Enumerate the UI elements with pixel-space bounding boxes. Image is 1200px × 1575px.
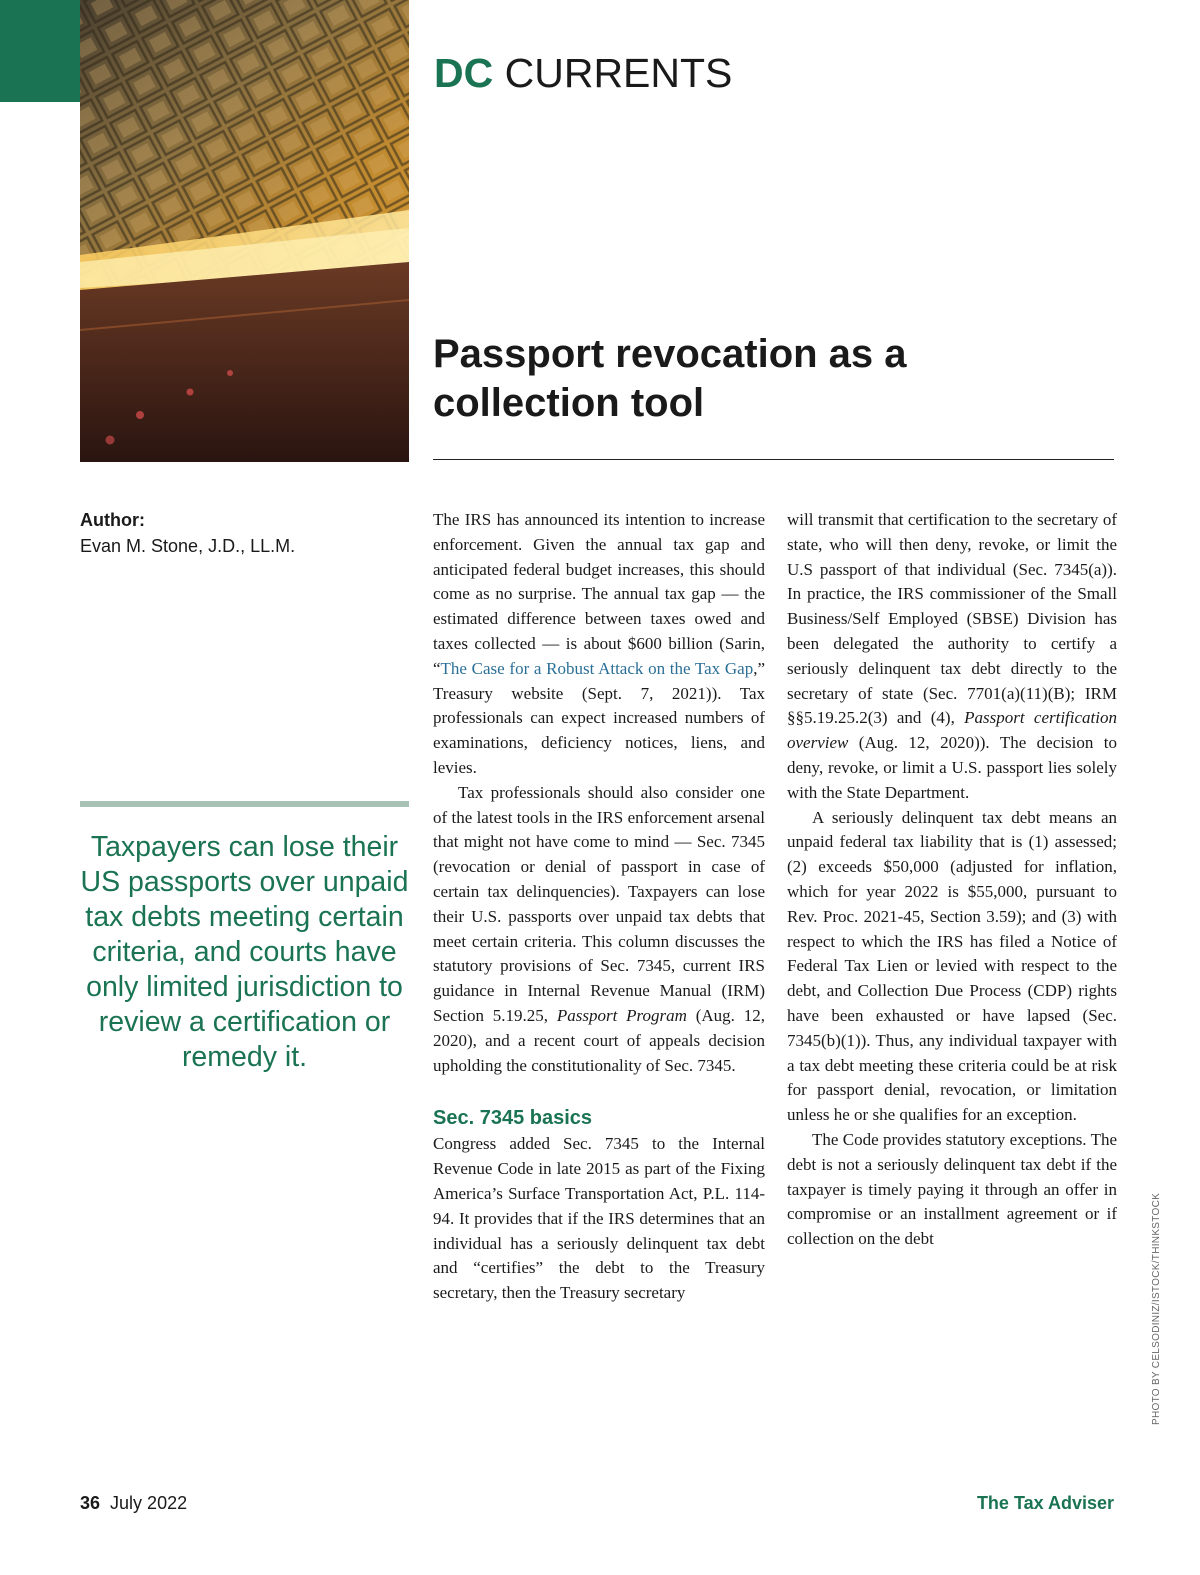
article-headline: Passport revocation as a collection tool (433, 332, 907, 425)
section-color-tab (0, 0, 80, 102)
body-paragraph: Congress added Sec. 7345 to the Internal Revenue Code in late 2015 as part of the Fixing America’s Surface Transportation Act, P.L. 114-94. It provides that if the IRS determines that an individual has a seriously delinquent tax debt and “certifies” the debt to the Treasury secretary, then the Treasury secretary (433, 1134, 765, 1303)
pull-quote-rule (80, 801, 409, 807)
body-text: (Aug. 12, 2020), and a recent court of appeals decision upholding the constitutionality of Sec. 7345. (433, 1005, 765, 1075)
metro-station-photo (80, 0, 409, 462)
subhead: Sec. 7345 basics (433, 1107, 593, 1130)
body-text: will transmit that certification to the secretary of state, who will then deny, revoke, or limit the U.S passport of that individual (Sec. 7345(a)). In practice, the IRS commissioner of the Small Business/Self Employed (SBSE) Division has been delegated the authority to certify a seriously delinquent tax debt directly to the secretary of state (Sec. 7701(a)(11)(B); IRM §§5.19.25.2(3) and (4), (787, 510, 1117, 728)
author-name: Evan M. Stone, J.D., LL.M. (80, 536, 296, 556)
tax-gap-article-link[interactable]: The Case for a Robust Attack on the Tax Gap (440, 658, 754, 678)
page-number: 36 (80, 1493, 101, 1513)
headline-divider (433, 459, 1114, 460)
irm-title: Passport Program (556, 1005, 687, 1025)
body-column-2 (787, 508, 1117, 1252)
section-prefix: DC (434, 50, 494, 96)
body-paragraph: The Code provides statutory exceptions. The debt is not a seriously delinquent tax debt if the taxpayer is timely paying it through an offer in compromise or an installment agreement or if collection on the debt (787, 1129, 1117, 1249)
body-text: The IRS has announced its intention to increase enforcement. Given the annual tax gap and anticipated federal budget increases, this should come as no surprise. The annual tax gap — the estimated difference between taxes owed and taxes collected — is about $600 billion (Sarin, “ (433, 510, 765, 678)
body-text: Tax professionals should also consider one of the latest tools in the IRS enforcement arsenal that might not have come to mind — Sec. 7345 (revocation or denial of passport in case of certain tax delinquencies). Taxpayers can lose their U.S. passports over unpaid tax debts that meet certain criteria. This column discusses the statutory provisions of Sec. 7345, current IRS guidance in Internal Revenue Manual (IRM) Section 5.19.25, (433, 782, 765, 1025)
section-label: CURRENTS (504, 50, 733, 96)
body-text: ,” Treasury website (Sept. 7, 2021)). Tax professionals can expect increased numbers of examinations, deficiency notices, liens, and levies. (433, 658, 765, 777)
irm-title: Passport certification overview (787, 708, 1117, 753)
body-paragraph (787, 508, 1117, 806)
pull-quote: Taxpayers can lose their US passports over unpaid tax debts meeting certain criteria, and courts have only limited jurisdiction to review a certification or remedy it. (80, 831, 409, 1073)
body-text: (Aug. 12, 2020)). The decision to deny, revoke, or limit a U.S. passport lies solely with the State Department. (787, 733, 1117, 802)
issue-date: July 2022 (110, 1493, 188, 1513)
page-folio (80, 1493, 187, 1514)
body-paragraph (433, 781, 765, 1079)
section-heading (434, 50, 732, 97)
publication-name: The Tax Adviser (976, 1493, 1114, 1513)
body-paragraph (433, 508, 765, 781)
body-column-1 (433, 508, 765, 1306)
photo-credit: PHOTO BY CELSODINIZ/ISTOCK/THINKSTOCK (1151, 1192, 1162, 1425)
author-label: Author: (80, 510, 145, 530)
body-paragraph: A seriously delinquent tax debt means an unpaid federal tax liability that is (1) assessed; (2) exceeds $50,000 (adjusted for inflation, which for year 2022 is $55,000, pursuant to Rev. Proc. 2021-45, Section 3.59); and (3) with respect to which the IRS has filed a Notice of Federal Tax Lien or levied with respect to the debt, and Collection Due Process (CDP) rights have been exhausted or have lapsed (Sec. 7345(b)(1)). Thus, any individual taxpayer with a tax debt meeting these criteria could be at risk for passport denial, revocation, or limitation unless he or she qualifies for an exception. (787, 807, 1117, 1125)
